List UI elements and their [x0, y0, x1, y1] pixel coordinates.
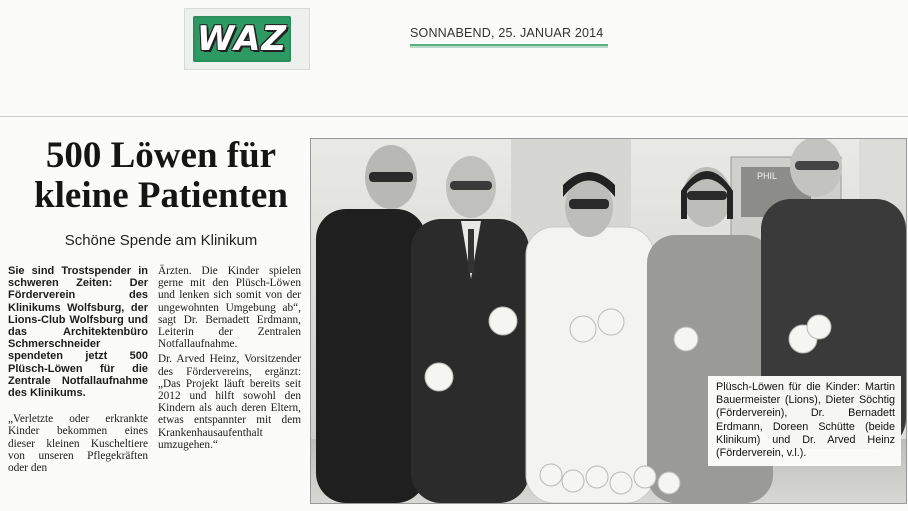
plush-lion [425, 363, 453, 391]
plush-lion [658, 472, 680, 494]
plush-lion [540, 464, 562, 486]
plush-lion [807, 315, 831, 339]
plush-lion [586, 466, 608, 488]
headline-line-1: 500 Löwen für [45, 135, 277, 176]
plush-lion [570, 316, 596, 342]
article-paragraph-4: Dr. Arved Heinz, Vorsitzender des Fördervereins, ergänzt: „Das Projekt läuft bereits seit 2012 und hilft sowohl den Kindern als auch deren Eltern, etwas entspannter mit dem Krankenhausaufenthalt umzugehen.“ [158, 353, 301, 451]
photo-caption: Plüsch-Löwen für die Kinder: Martin Bauermeister (Lions), Dieter Söchtig (Förderverein), Dr. Bernadett Erdmann, Doreen Schütte (beide Klinikum) und Dr. Arved Heinz (Förderverein, v.l.). [708, 376, 901, 466]
plush-lion [610, 472, 632, 494]
issue-date: SONNABEND, 25. JANUAR 2014 [410, 26, 604, 40]
headline-line-2: kleine Patienten [34, 175, 288, 216]
monitor-label: PHIL [757, 171, 778, 181]
article-column-1 [8, 265, 148, 477]
plush-lion [674, 327, 698, 351]
article-subheadline: Schöne Spende am Klinikum [64, 232, 258, 249]
masthead-logo-box [184, 8, 310, 70]
plush-lion [562, 470, 584, 492]
article-paragraph-3: Ärzten. Die Kinder spielen gerne mit den Plüsch-Löwen und lenken sich somit von der ungewohnten Umgebung ab“, sagt Dr. Bernadett Erdmann, Leiterin der Zentralen Notfallaufnahme. [158, 265, 301, 351]
article-lead: Sie sind Trostspender in schweren Zeiten: Der Förderverein des Klinikums Wolfsburg, der Lions-Club Wolfsburg und das Architektenbüro Schmerschneider spendeten jetzt 500 Plüsch-Löwen für die Zentrale Notfallaufnahme des Klinikums. [8, 265, 148, 400]
plush-lion [634, 466, 656, 488]
date-rule [410, 44, 608, 48]
article-paragraph-2: „Verletzte oder erkrankte Kinder bekommen eines dieser kleinen Kuscheltiere von unseren Pflegekräften oder den [8, 413, 148, 475]
plush-lion [489, 307, 517, 335]
article-headline [20, 136, 302, 216]
section-divider [0, 116, 908, 117]
waz-logo [193, 16, 291, 62]
plush-lion [598, 309, 624, 335]
article-column-2 [158, 265, 301, 454]
waz-logo-text: WAZ [196, 19, 288, 59]
